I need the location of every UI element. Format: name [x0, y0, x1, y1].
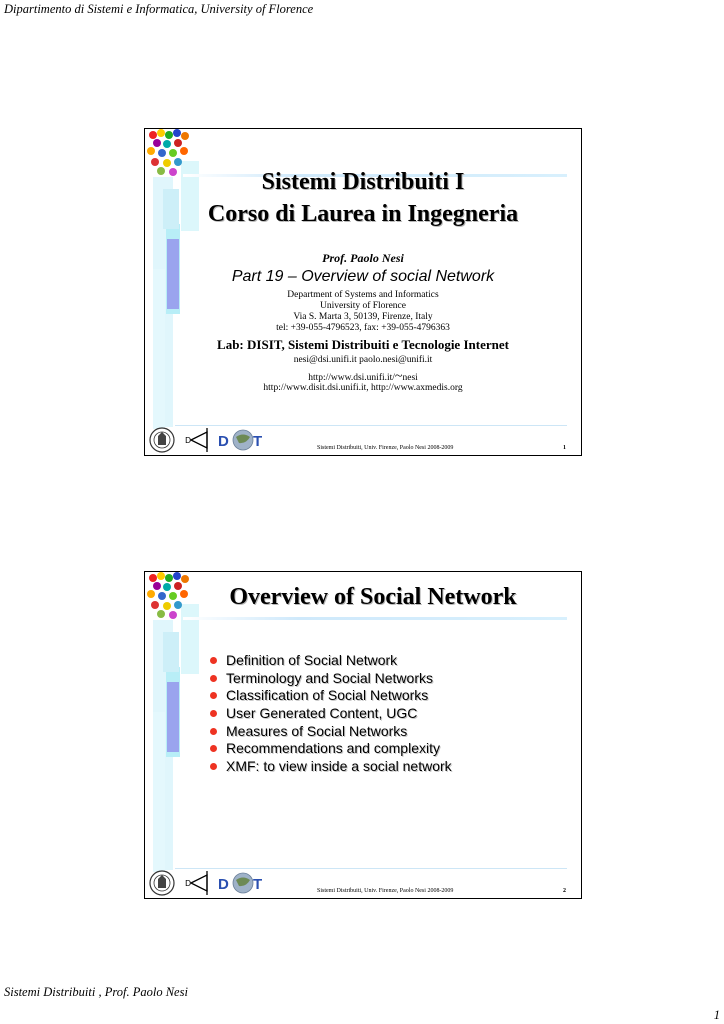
list-item: Terminology and Social Networks	[209, 670, 452, 688]
page-number: 1	[713, 1008, 720, 1022]
slide-1	[144, 128, 582, 456]
svg-text:D: D	[218, 433, 229, 450]
email-addresses: nesi@dsi.unifi.it paolo.nesi@unifi.it	[293, 355, 433, 365]
phone-fax: tel: +39-055-4796523, fax: +39-055-4796363	[276, 323, 450, 333]
disit-logo-group	[149, 869, 279, 897]
url-prefix: http://www.dsi.unifi.it/	[308, 373, 395, 383]
dsi-logo-icon	[185, 871, 207, 895]
url-suffix: nesi	[402, 373, 418, 383]
slide-footer-text: Sistemi Distribuiti, Univ. Firenze, Paolo Nesi 2008-2009	[317, 445, 454, 451]
page-header: Dipartimento di Sistemi e Informatica, University of Florence	[4, 2, 314, 16]
list-item: Measures of Social Networks	[209, 723, 452, 741]
slide-title: Overview of Social Network	[229, 584, 517, 610]
slide-title-line-2: Corso di Laurea in Ingegneria	[207, 201, 519, 227]
slide-footer-text: Sistemi Distribuiti, Univ. Firenze, Paolo Nesi 2008-2009	[317, 888, 454, 894]
professor-name: Prof. Paolo Nesi	[322, 251, 404, 265]
disit-logo-group	[149, 426, 279, 454]
slide-number: 1	[563, 445, 566, 451]
page-footer: Sistemi Distribuiti , Prof. Paolo Nesi	[4, 985, 188, 999]
svg-text:D: D	[185, 436, 192, 445]
list-item: User Generated Content, UGC	[209, 705, 452, 723]
list-item: Classification of Social Networks	[209, 687, 452, 705]
lecture-part-title: Part 19 – Overview of social Network	[231, 268, 495, 285]
disit-logo-icon	[218, 873, 262, 893]
url-tilde: ~	[394, 369, 403, 384]
svg-text:D: D	[185, 879, 192, 888]
slide-2	[144, 571, 582, 899]
lab-name: Lab: DISIT, Sistemi Distribuiti e Tecnologie Internet	[217, 337, 509, 352]
department: Department of Systems and Informatics	[287, 290, 439, 300]
slide-number: 2	[563, 888, 566, 894]
dsi-logo-icon	[185, 428, 207, 452]
university: University of Florence	[319, 301, 406, 311]
address: Via S. Marta 3, 50139, Firenze, Italy	[293, 312, 433, 322]
slide-title-line-1: Sistemi Distribuiti I	[261, 169, 465, 195]
svg-text:T: T	[253, 876, 263, 893]
title-underline	[183, 617, 567, 620]
list-item: Definition of Social Network	[209, 652, 452, 670]
bullet-list	[209, 652, 452, 776]
university-seal-icon	[150, 871, 174, 895]
list-item: Recommendations and complexity	[209, 740, 452, 758]
lab-urls: http://www.disit.dsi.unifi.it, http://www.axmedis.org	[263, 383, 463, 393]
university-seal-icon	[150, 428, 174, 452]
contact-block	[145, 290, 581, 334]
svg-text:D: D	[218, 876, 229, 893]
list-item: XMF: to view inside a social network	[209, 758, 452, 776]
svg-text:T: T	[253, 433, 263, 450]
disit-logo-icon	[218, 430, 262, 450]
